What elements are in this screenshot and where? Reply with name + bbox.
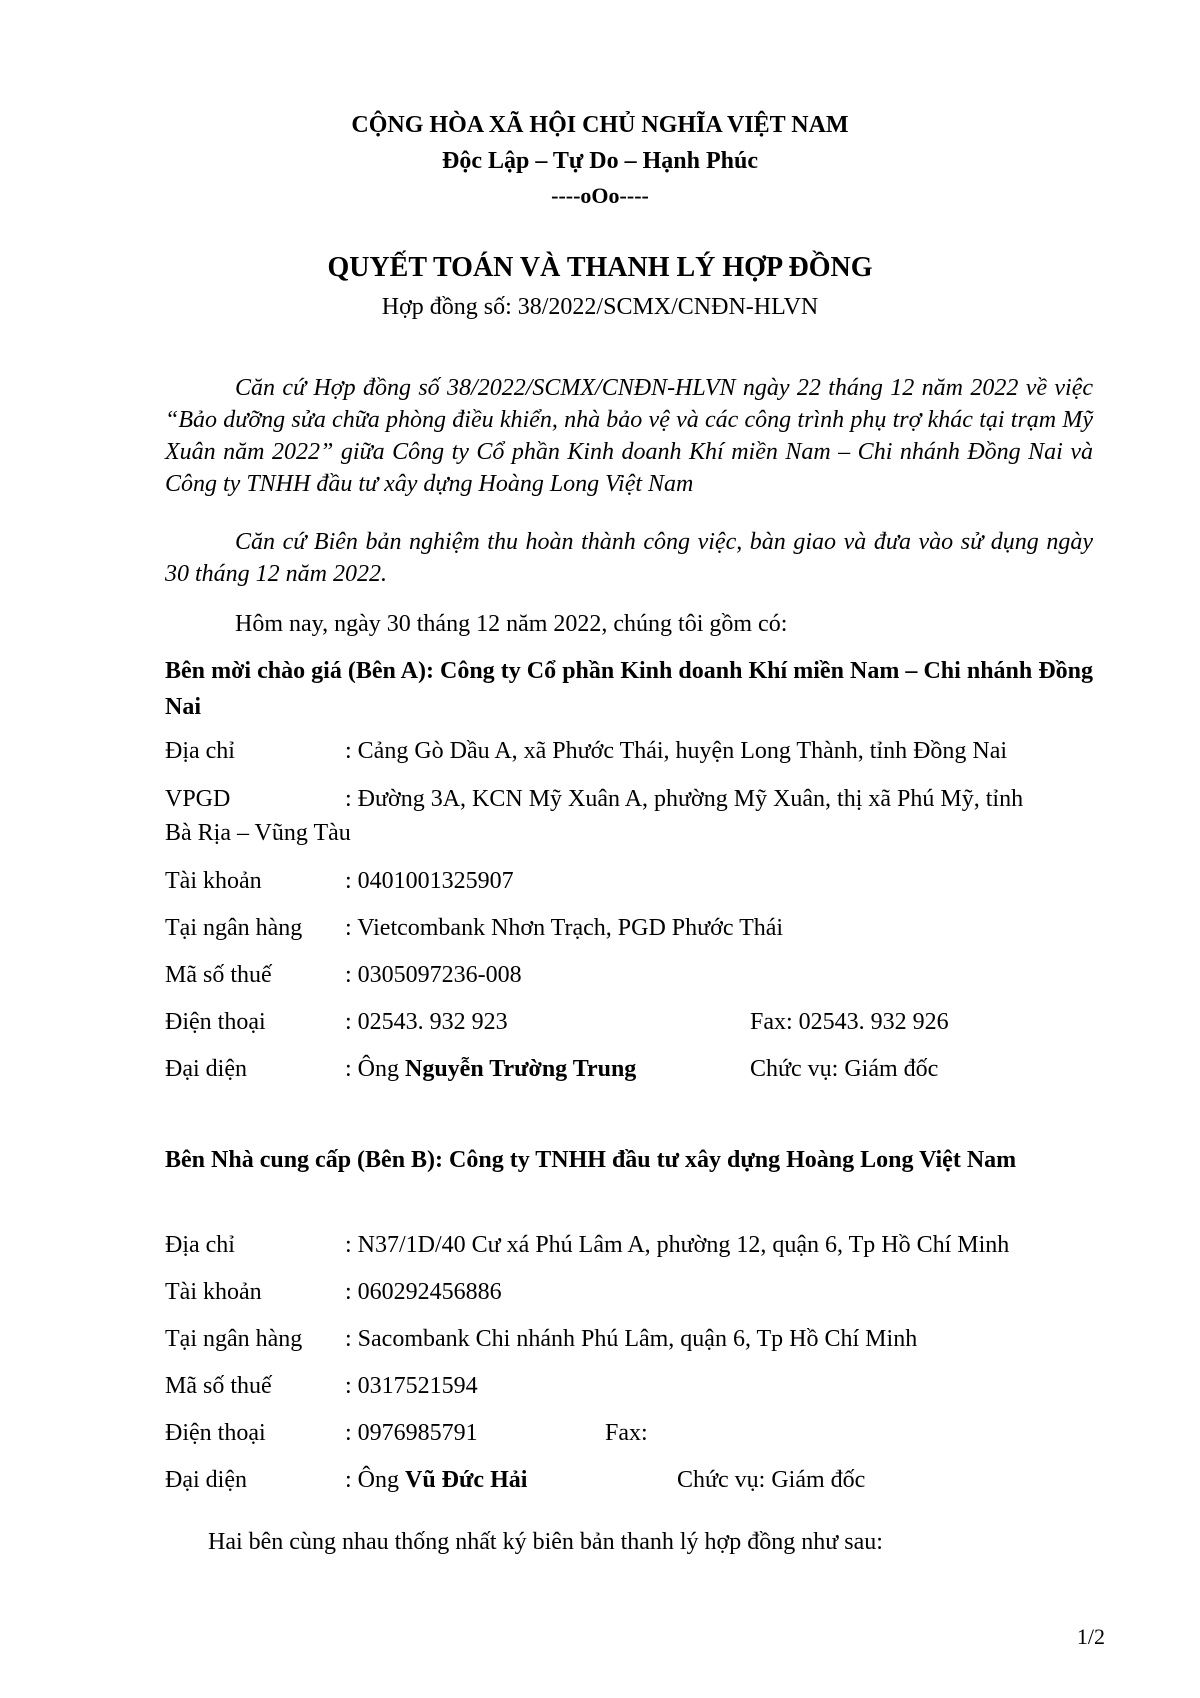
party-b-rep: [345, 1463, 527, 1497]
party-b-position: Chức vụ: Giám đốc: [677, 1467, 866, 1493]
party-b-phone: : 0976985791: [345, 1420, 478, 1446]
party-a-rep-prefix: : Ông: [345, 1056, 405, 1082]
party-b-phone-label: Điện thoại: [165, 1420, 266, 1446]
party-a-heading: Bên mời chào giá (Bên A): Công ty Cổ phần Kinh doanh Khí miền Nam – Chi nhánh Đồng Nai: [165, 658, 1093, 720]
party-a-tax-label: Mã số thuế: [165, 962, 272, 988]
party-a-office-cont: Bà Rịa – Vũng Tàu: [165, 820, 351, 846]
party-a-position: Chức vụ: Giám đốc: [750, 1056, 939, 1082]
party-a-account-label: Tài khoản: [165, 868, 262, 894]
party-b-address-label: Địa chỉ: [165, 1232, 235, 1258]
contract-number: Hợp đồng số: 38/2022/SCMX/CNĐN-HLVN: [381, 294, 819, 320]
party-a-address: : Cảng Gò Dầu A, xã Phước Thái, huyện Long Thành, tỉnh Đồng Nai: [345, 738, 1008, 764]
party-a-rep-label: Đại diện: [165, 1056, 247, 1082]
party-b-account-label: Tài khoản: [165, 1279, 262, 1305]
party-a-fax: Fax: 02543. 932 926: [750, 1009, 949, 1035]
party-b-heading: Bên Nhà cung cấp (Bên B): Công ty TNHH đầu tư xây dựng Hoàng Long Việt Nam: [165, 1147, 1017, 1173]
party-a-account: : 0401001325907: [345, 868, 514, 894]
national-motto: Độc Lập – Tự Do – Hạnh Phúc: [441, 148, 759, 174]
party-a-phone: : 02543. 932 923: [345, 1009, 508, 1035]
basis-paragraph-2: Căn cứ Biên bản nghiệm thu hoàn thành công việc, bàn giao và đưa vào sử dụng ngày 30 tháng 12 năm 2022.: [165, 529, 1093, 587]
party-a-office-label: VPGD: [165, 786, 231, 812]
party-b-rep-name: Vũ Đức Hải: [405, 1467, 528, 1493]
page-number: 1/2: [1076, 1624, 1105, 1649]
party-b-account: : 060292456886: [345, 1279, 502, 1305]
party-b-bank-label: Tại ngân hàng: [165, 1326, 303, 1352]
party-a-bank-label: Tại ngân hàng: [165, 915, 303, 941]
party-a-address-label: Địa chỉ: [165, 738, 235, 764]
document-title: QUYẾT TOÁN VÀ THANH LÝ HỢP ĐỒNG: [327, 252, 873, 283]
party-b-tax-label: Mã số thuế: [165, 1373, 272, 1399]
party-b-rep-label: Đại diện: [165, 1467, 247, 1493]
today-statement: Hôm nay, ngày 30 tháng 12 năm 2022, chúng tôi gồm có:: [235, 611, 788, 637]
party-a-rep-name: Nguyễn Trường Trung: [405, 1056, 637, 1082]
party-b-rep-prefix: : Ông: [345, 1467, 405, 1493]
party-a-rep: [345, 1052, 636, 1086]
closing-statement: Hai bên cùng nhau thống nhất ký biên bản thanh lý hợp đồng như sau:: [208, 1529, 883, 1555]
party-a-bank: : Vietcombank Nhơn Trạch, PGD Phước Thái: [345, 915, 784, 941]
party-a-office: : Đường 3A, KCN Mỹ Xuân A, phường Mỹ Xuân, thị xã Phú Mỹ, tỉnh: [345, 786, 1024, 812]
party-b-bank: : Sacombank Chi nhánh Phú Lâm, quận 6, Tp Hồ Chí Minh: [345, 1326, 918, 1352]
header-separator: ----oOo----: [551, 183, 649, 208]
party-b-fax: Fax:: [605, 1420, 648, 1446]
party-b-tax: : 0317521594: [345, 1373, 478, 1399]
party-a-tax: : 0305097236-008: [345, 962, 522, 988]
national-title: CỘNG HÒA XÃ HỘI CHỦ NGHĨA VIỆT NAM: [351, 112, 849, 138]
party-a-phone-label: Điện thoại: [165, 1009, 266, 1035]
basis-paragraph-1: Căn cứ Hợp đồng số 38/2022/SCMX/CNĐN-HLVN ngày 22 tháng 12 năm 2022 về việc “Bảo dưỡng sửa chữa phòng điều khiển, nhà bảo vệ và các công trình phụ trợ khác tại trạm Mỹ Xuân năm 2022” giữa Công ty Cổ phần Kinh doanh Khí miền Nam – Chi nhánh Đồng Nai và Công ty TNHH đầu tư xây dựng Hoàng Long Việt Nam: [165, 375, 1093, 497]
party-b-address: : N37/1D/40 Cư xá Phú Lâm A, phường 12, quận 6, Tp Hồ Chí Minh: [345, 1232, 1010, 1258]
